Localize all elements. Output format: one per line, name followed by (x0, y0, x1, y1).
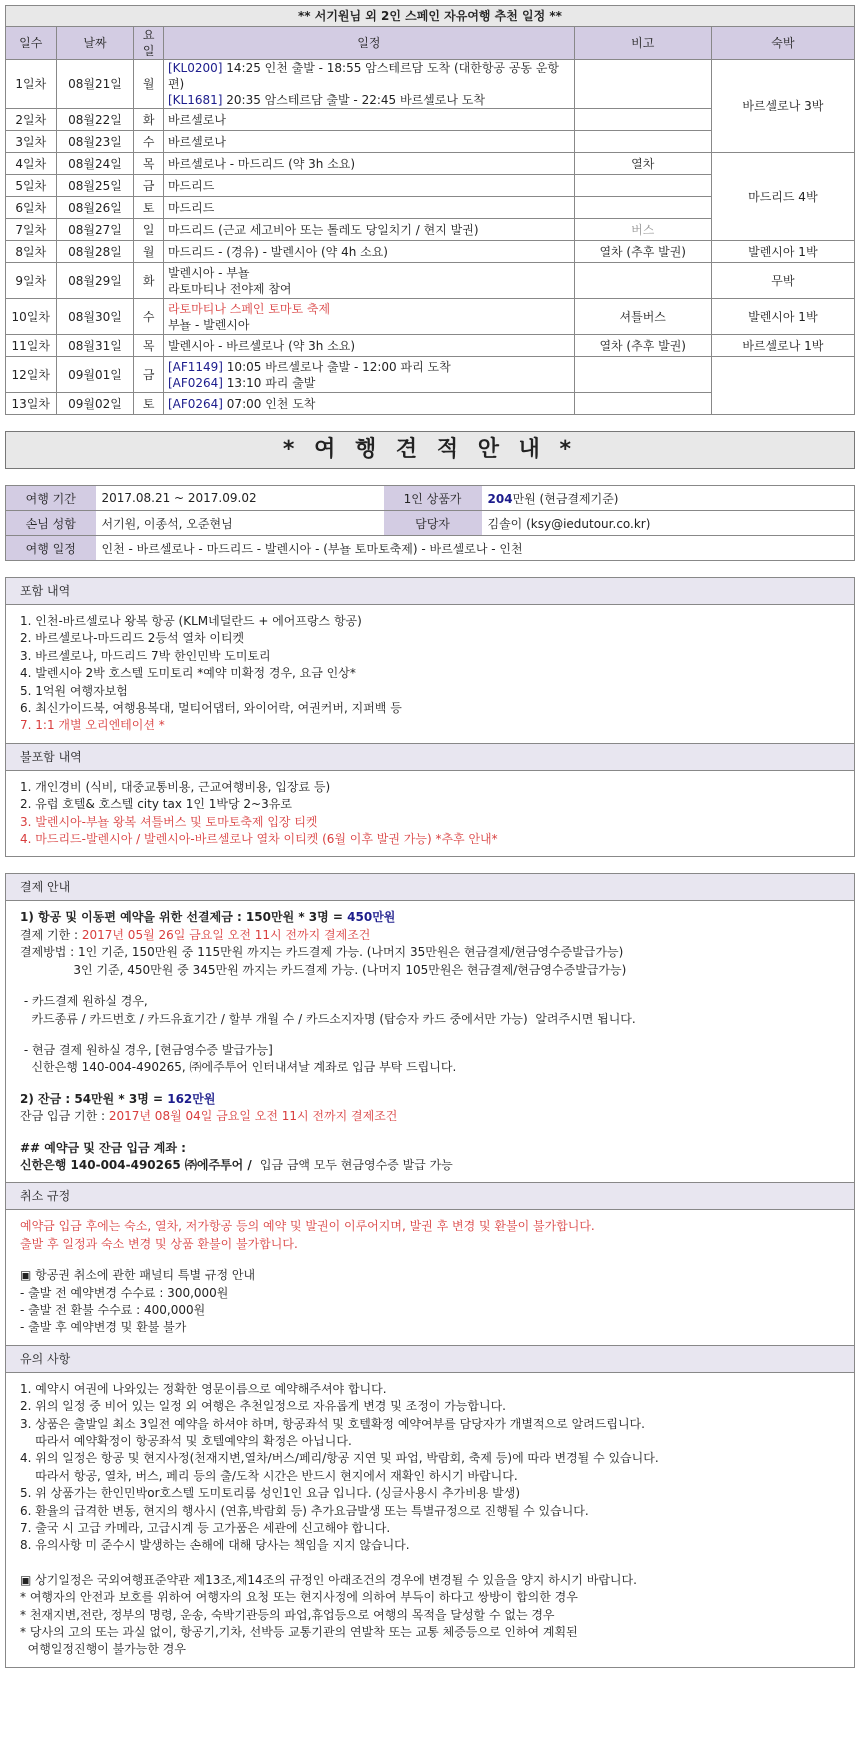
manager-value: 김솔이 (ksy@iedutour.co.kr) (482, 511, 855, 536)
flight-code: [KL1681] (167, 93, 223, 107)
weekday-cell: 월 (134, 60, 163, 109)
weekday-cell: 금 (134, 357, 163, 393)
note-line: 7. 출국 시 고급 카메라, 고급시계 등 고가품은 세관에 신고해야 합니다. (20, 1521, 391, 1536)
list-item: 6. 최신가이드북, 여행용복대, 멀티어댑터, 와이어락, 여권커버, 지퍼백 등 (20, 701, 402, 716)
list-item: 4. 발렌시아 2박 호스텔 도미토리 *예약 미확정 경우, 요금 인상* (20, 666, 356, 681)
list-item: 4. 마드리드-발렌시아 / 발렌시아-바르셀로나 열차 이티켓 (6월 이후 발권 가능) *추후 안내* (20, 832, 498, 847)
cancel-rule-1: - 출발 전 예약변경 수수료 : 300,000원 (20, 1285, 229, 1300)
flight-code: [AF0264] (167, 396, 223, 411)
itinerary-line (168, 178, 570, 194)
date-cell: 09월02일 (56, 393, 134, 415)
day-cell: 2일차 (6, 109, 57, 131)
itinerary-text: 바르셀로나 (167, 134, 226, 149)
price-value (482, 486, 855, 511)
account-line (20, 1157, 840, 1174)
itinerary-line (168, 200, 570, 216)
date-cell: 08월24일 (56, 153, 134, 175)
stay-cell: 마드리드 4박 (711, 153, 854, 241)
info-table (5, 485, 855, 561)
list-item: 3. 발렌시아-부뇰 왕복 셔틀버스 및 토마토축제 입장 티켓 (20, 814, 318, 829)
note-line (20, 1555, 840, 1572)
note-line: * 천재지변,전란, 정부의 명령, 운송, 숙박기관등의 파업,휴업등으로 여행의 목적을 달성할 수 없는 경우 (20, 1607, 555, 1622)
flight-code: [AF1149] (167, 359, 223, 374)
list-item: 3. 바르셀로나, 마드리드 7박 한인민박 도미토리 (20, 648, 271, 663)
note-line: 여행일정진행이 불가능한 경우 (20, 1642, 186, 1657)
col-header-itinerary: 일정 (163, 27, 574, 60)
note-cell (574, 263, 711, 299)
itinerary-text: 07:00 인천 도착 (222, 396, 316, 411)
date-cell: 08월21일 (56, 60, 134, 109)
excluded-title: 불포함 내역 (6, 743, 854, 771)
schedule-row (6, 241, 855, 263)
note-line: * 당사의 고의 또는 과실 없이, 항공기,기차, 선박등 교통기관의 연발착 또는 교통 체증등으로 인하여 계획된 (20, 1625, 578, 1640)
itinerary-cell (163, 241, 574, 263)
page (5, 5, 855, 1668)
cash-line-2: 신한은행 140-004-490265, ㈜에주투어 인터내셔날 계좌로 입금 부탁 드립니다. (20, 1060, 457, 1075)
deadline-value: 2017년 05월 26일 금요일 오전 11시 전까지 결제조건 (81, 927, 371, 942)
note-cell (574, 109, 711, 131)
itinerary-text: 14:25 인천 출발 - 18:55 암스테르담 도착 (대한항공 공동 운항편) (167, 61, 560, 91)
col-header-stay: 숙박 (711, 27, 854, 60)
itinerary-line (168, 92, 570, 108)
excluded-list (6, 771, 854, 857)
note-cell (574, 357, 711, 393)
weekday-cell: 토 (134, 197, 163, 219)
estimate-title: * 여 행 견 적 안 내 * (5, 431, 855, 469)
col-header-date: 날짜 (56, 27, 134, 60)
note-cell (574, 60, 711, 109)
stay-cell: 무박 (711, 263, 854, 299)
deposit-head: 1) 항공 및 이동편 예약을 위한 선결제금 : 150만원 * 3명 = (20, 910, 348, 925)
day-cell: 9일차 (6, 263, 57, 299)
card-line-2: 카드종류 / 카드번호 / 카드유효기간 / 할부 개월 수 / 카드소지자명 (탑승자 카드 중에서만 가능) 알려주시면 됩니다. (20, 1011, 636, 1026)
cash-line-1: - 현금 결제 원하실 경우, [현금영수증 발급가능] (20, 1042, 273, 1057)
price-label: 1인 상품가 (384, 486, 482, 511)
itinerary-cell (163, 299, 574, 335)
account-number: 신한은행 140-004-490265 ㈜에주투어 / (20, 1157, 256, 1172)
note-cell: 열차 (574, 153, 711, 175)
date-cell: 09월01일 (56, 357, 134, 393)
note-line: 8. 유의사항 미 준수시 발생하는 손해에 대해 당사는 책임을 지지 않습니다. (20, 1538, 410, 1553)
itinerary-text: 부뇰 - 발렌시아 (167, 317, 250, 332)
balance-total: 162만원 (167, 1091, 216, 1106)
itinerary-text: 마드리드 (167, 178, 215, 193)
note-line: 5. 위 상품가는 한인민박or호스텔 도미토리룸 성인1인 요금 입니다. (싱글사용시 추가비용 발생) (20, 1486, 520, 1501)
itinerary-text: 발렌시아 - 바르셀로나 (약 3h 소요) (167, 338, 356, 353)
itinerary-text: 마드리드 - (경유) - 발렌시아 (약 4h 소요) (167, 244, 388, 259)
payment-body (6, 901, 854, 1182)
list-item: 2. 유럽 호텔& 호스텔 city tax 1인 1박당 2~3유로 (20, 797, 292, 812)
itinerary-cell (163, 357, 574, 393)
itinerary-line (168, 359, 570, 375)
cancel-warning-1: 예약금 입금 후에는 숙소, 열차, 저가항공 등의 예약 및 발권이 이루어지며, 발권 후 변경 및 환불이 불가합니다. (20, 1219, 595, 1234)
included-list (6, 605, 854, 743)
list-item: 7. 1:1 개별 오리엔테이션 * (20, 718, 165, 733)
balance-line (20, 1091, 840, 1108)
date-cell: 08월26일 (56, 197, 134, 219)
stay-cell: 바르셀로나 3박 (711, 60, 854, 153)
notes-body (6, 1373, 854, 1667)
weekday-cell: 수 (134, 299, 163, 335)
col-header-weekday: 요일 (134, 27, 163, 60)
schedule-row (6, 299, 855, 335)
col-header-note: 비고 (574, 27, 711, 60)
weekday-cell: 목 (134, 153, 163, 175)
note-line: 2. 위의 일정 중 비어 있는 일정 외 여행은 추천일정으로 자유롭게 변경 및 조정이 가능합니다. (20, 1399, 506, 1414)
note-line: 1. 예약시 여권에 나와있는 정확한 영문이름으로 예약해주셔야 합니다. (20, 1381, 387, 1396)
itinerary-cell (163, 175, 574, 197)
day-cell: 12일차 (6, 357, 57, 393)
note-line: * 여행자의 안전과 보호를 위하여 여행자의 요청 또는 현지사정에 의하여 부득이 하다고 쌍방이 합의한 경우 (20, 1590, 578, 1605)
itinerary-text: 20:35 암스테르담 출발 - 22:45 바르셀로나 도착 (222, 93, 485, 107)
guests-label: 손님 성함 (6, 511, 96, 536)
schedule-row (6, 60, 855, 109)
guests-value: 서기원, 이종석, 오준현님 (96, 511, 384, 536)
schedule-body (6, 60, 855, 415)
period-value: 2017.08.21 ~ 2017.09.02 (96, 486, 384, 511)
account-head: ## 예약금 및 잔금 입금 계좌 : (20, 1140, 186, 1155)
note-line: 따라서 항공, 열차, 버스, 페리 등의 출/도착 시간은 반드시 현지에서 재확인 하시기 바랍니다. (20, 1468, 518, 1483)
day-cell: 10일차 (6, 299, 57, 335)
itinerary-line (168, 281, 570, 297)
note-cell (574, 393, 711, 415)
weekday-cell: 월 (134, 241, 163, 263)
cancel-rule-0: ▣ 항공권 취소에 관한 패널티 특별 규정 안내 (20, 1268, 256, 1283)
schedule-title: ** 서기원님 외 2인 스페인 자유여행 추천 일정 ** (6, 6, 855, 27)
itinerary-text: 라토마티나 스페인 토마토 축제 (167, 301, 331, 316)
note-line: 3. 상품은 출발일 최소 3일전 예약을 하셔야 하며, 항공좌석 및 호텔확정 예약여부를 담당자가 개별적으로 알려드립니다. (20, 1416, 645, 1431)
weekday-cell: 금 (134, 175, 163, 197)
itinerary-line (168, 301, 570, 317)
deposit-total: 450만원 (347, 910, 396, 925)
list-item: 1. 인천-바르셀로나 왕복 항공 (KLM네덜란드 + 에어프랑스 항공) (20, 614, 362, 628)
list-item: 1. 개인경비 (식비, 대중교통비용, 근교여행비용, 입장료 등) (20, 779, 331, 794)
itinerary-text: 바르셀로나 - 마드리드 (약 3h 소요) (167, 156, 356, 171)
day-cell: 1일차 (6, 60, 57, 109)
balance-head: 2) 잔금 : 54만원 * 3명 = (20, 1091, 168, 1106)
included-title: 포함 내역 (6, 578, 854, 605)
schedule-table (5, 5, 855, 415)
day-cell: 8일차 (6, 241, 57, 263)
day-cell: 11일차 (6, 335, 57, 357)
cancel-rule-2: - 출발 전 환불 수수료 : 400,000원 (20, 1302, 206, 1317)
note-cell: 열차 (추후 발권) (574, 335, 711, 357)
balance-deadline-line (20, 1108, 840, 1125)
flight-code: [AF0264] (167, 375, 223, 390)
day-cell: 4일차 (6, 153, 57, 175)
note-cell: 버스 (574, 219, 711, 241)
itinerary-line (168, 156, 570, 172)
note-cell (574, 175, 711, 197)
itinerary-line (168, 375, 570, 391)
payment-box (5, 873, 855, 1667)
balance-deadline-value: 2017년 08월 04일 금요일 오전 11시 전까지 결제조건 (108, 1109, 398, 1124)
method-line-1: 결제방법 : 1인 기준, 150만원 중 115만원 까지는 카드결제 가능. (나머지 35만원은 현금결제/현금영수증발급가능) (20, 945, 624, 960)
stay-cell: 발렌시아 1박 (711, 241, 854, 263)
inclusions-box (5, 577, 855, 857)
list-item: 5. 1억원 여행자보험 (20, 683, 128, 698)
schedule-row (6, 357, 855, 393)
weekday-cell: 목 (134, 335, 163, 357)
itinerary-cell (163, 393, 574, 415)
date-cell: 08월22일 (56, 109, 134, 131)
itinerary-text: 마드리드 (근교 세고비아 또는 톨레도 당일치기 / 현지 발권) (167, 222, 479, 237)
itinerary-cell (163, 153, 574, 175)
note-line: 4. 위의 일정은 항공 및 현지사정(천재지변,열차/버스/페리/항공 지연 및 파업, 박람회, 축제 등)에 따라 변경될 수 있습니다. (20, 1451, 659, 1466)
cancel-warning-2: 출발 후 일정과 숙소 변경 및 상품 환불이 불가합니다. (20, 1236, 298, 1251)
itinerary-text: 13:10 파리 출발 (222, 375, 316, 390)
weekday-cell: 화 (134, 109, 163, 131)
itinerary-cell (163, 219, 574, 241)
itinerary-line (168, 134, 570, 150)
date-cell: 08월23일 (56, 131, 134, 153)
deadline-line (20, 927, 840, 944)
itinerary-line (168, 222, 570, 238)
date-cell: 08월29일 (56, 263, 134, 299)
itinerary-cell (163, 263, 574, 299)
stay-cell: 발렌시아 1박 (711, 299, 854, 335)
period-label: 여행 기간 (6, 486, 96, 511)
date-cell: 08월27일 (56, 219, 134, 241)
col-header-day: 일수 (6, 27, 57, 60)
stay-cell (711, 357, 854, 415)
itinerary-cell (163, 109, 574, 131)
schedule-row (6, 153, 855, 175)
route-value: 인천 - 바르셀로나 - 마드리드 - 발렌시아 - (부뇰 토마토축제) - 바르셀로나 - 인천 (101, 541, 523, 556)
itinerary-cell (163, 335, 574, 357)
note-line: ▣ 상기일정은 국외여행표준약관 제13조,제14조의 규정인 아래조건의 경우에 변경될 수 있을을 양지 하시기 바랍니다. (20, 1572, 637, 1587)
flight-code: [KL0200] (167, 61, 223, 75)
day-cell: 3일차 (6, 131, 57, 153)
itinerary-line (168, 317, 570, 333)
itinerary-cell (163, 131, 574, 153)
itinerary-line (168, 396, 570, 412)
cancel-title: 취소 규정 (6, 1182, 854, 1210)
account-note: 입금 금액 모두 현금영수증 발급 가능 (256, 1157, 453, 1172)
itinerary-line (168, 338, 570, 354)
note-cell: 셔틀버스 (574, 299, 711, 335)
itinerary-line (168, 244, 570, 260)
deposit-line (20, 909, 840, 926)
price-number: 204 (487, 491, 513, 506)
day-cell: 6일차 (6, 197, 57, 219)
deadline-label: 결제 기한 : (20, 927, 82, 942)
schedule-row (6, 263, 855, 299)
weekday-cell: 토 (134, 393, 163, 415)
price-unit: 만원 (현금결제기준) (512, 491, 619, 506)
weekday-cell: 화 (134, 263, 163, 299)
weekday-cell: 일 (134, 219, 163, 241)
date-cell: 08월25일 (56, 175, 134, 197)
stay-cell: 바르셀로나 1박 (711, 335, 854, 357)
note-cell (574, 197, 711, 219)
balance-deadline-label: 잔금 입금 기한 : (20, 1109, 109, 1124)
schedule-row (6, 335, 855, 357)
itinerary-line (168, 112, 570, 128)
note-cell: 열차 (추후 발권) (574, 241, 711, 263)
day-cell: 5일차 (6, 175, 57, 197)
day-cell: 7일차 (6, 219, 57, 241)
manager-label: 담당자 (384, 511, 482, 536)
method-line-2: 3인 기준, 450만원 중 345만원 까지는 카드결제 가능. (나머지 105만원은 현금결제/현금영수증발급가능) (20, 962, 627, 977)
itinerary-line (168, 265, 570, 281)
date-cell: 08월30일 (56, 299, 134, 335)
card-line-1: - 카드결제 원하실 경우, (20, 994, 148, 1009)
itinerary-text: 라토마티나 전야제 참여 (167, 281, 292, 296)
note-line: 6. 환율의 급격한 변동, 현지의 행사시 (연휴,박람회 등) 추가요금발생 또는 특별규정으로 진행될 수 있습니다. (20, 1503, 589, 1518)
note-cell (574, 131, 711, 153)
list-item: 2. 바르셀로나-마드리드 2등석 열차 이티켓 (20, 631, 245, 646)
itinerary-text: 발렌시아 - 부뇰 (167, 265, 250, 280)
itinerary-text: 10:05 바르셀로나 출발 - 12:00 파리 도착 (222, 359, 451, 374)
note-line: 따라서 예약확정이 항공좌석 및 호텔예약의 확정은 아닙니다. (20, 1434, 352, 1448)
itinerary-cell (163, 60, 574, 109)
itinerary-text: 바르셀로나 (167, 112, 226, 127)
date-cell: 08월28일 (56, 241, 134, 263)
weekday-cell: 수 (134, 131, 163, 153)
route-label: 여행 일정 (6, 536, 96, 561)
notes-title: 유의 사항 (6, 1345, 854, 1373)
cancel-rule-3: - 출발 후 예약변경 및 환불 불가 (20, 1320, 187, 1335)
itinerary-text: 마드리드 (167, 200, 215, 215)
date-cell: 08월31일 (56, 335, 134, 357)
itinerary-cell (163, 197, 574, 219)
payment-title: 결제 안내 (6, 874, 854, 901)
itinerary-line (168, 60, 570, 92)
day-cell: 13일차 (6, 393, 57, 415)
cancel-body (6, 1210, 854, 1344)
